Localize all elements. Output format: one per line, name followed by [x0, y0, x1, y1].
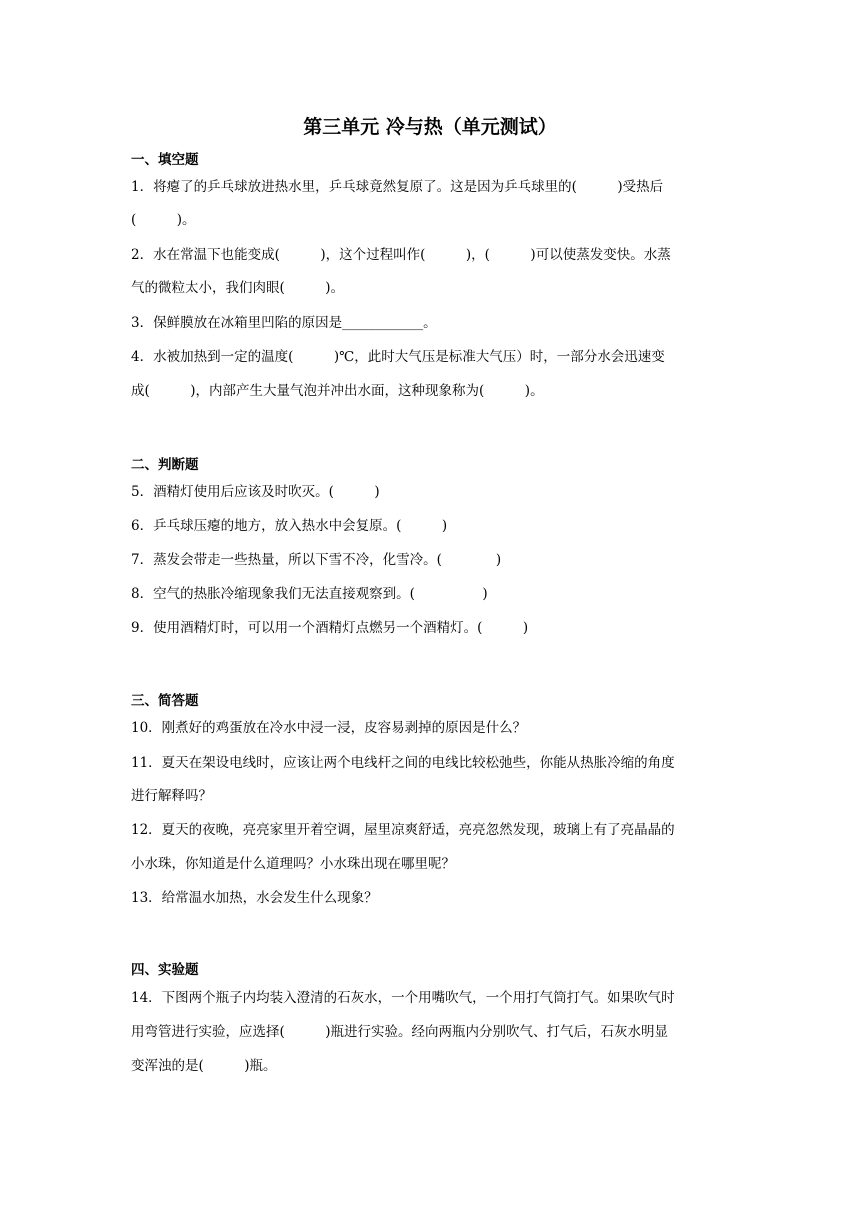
question-4-line-1: 4．水被加热到一定的温度( )℃，此时大气压是标准大气压）时，一部分水会迅速变 [131, 349, 665, 365]
question-14-line-1: 14．下图两个瓶子内均装入澄清的石灰水，一个用嘴吹气，一个用打气筒打气。如果吹气时 [131, 990, 675, 1006]
question-2-line-1: 2．水在常温下也能变成( )，这个过程叫作( )，( )可以使蒸发变快。水蒸 [131, 247, 671, 263]
question-12-line-2: 小水珠，你知道是什么道理吗？小水珠出现在哪里呢？ [131, 856, 455, 872]
question-6: 6．乒乓球压瘪的地方，放入热水中会复原。( ) [131, 518, 448, 534]
section-heading-true-false: 二、判断题 [131, 457, 199, 473]
section-heading-fill-blank: 一、填空题 [131, 152, 199, 168]
question-8: 8．空气的热胀冷缩现象我们无法直接观察到。( ) [131, 586, 488, 602]
question-10: 10．刚煮好的鸡蛋放在冷水中浸一浸，皮容易剥掉的原因是什么？ [131, 720, 527, 736]
question-1-line-2: ( )。 [131, 212, 196, 228]
section-heading-experiment: 四、实验题 [131, 962, 199, 978]
question-12-line-1: 12．夏天的夜晚，亮亮家里开着空调，屋里凉爽舒适，亮亮忽然发现，玻璃上有了亮晶晶的 [131, 822, 675, 838]
question-11-line-1: 11．夏天在架设电线时，应该让两个电线杆之间的电线比较松弛些，你能从热胀冷缩的角度 [131, 755, 675, 771]
question-2-line-2: 气的微粒太小，我们肉眼( )。 [131, 280, 345, 296]
question-7: 7．蒸发会带走一些热量，所以下雪不冷，化雪冷。( ) [131, 552, 502, 568]
question-14-line-2: 用弯管进行实验，应选择( )瓶进行实验。经向两瓶内分别吹气、打气后，石灰水明显 [131, 1024, 669, 1040]
question-11-line-2: 进行解释吗？ [131, 788, 212, 804]
question-9: 9．使用酒精灯时，可以用一个酒精灯点燃另一个酒精灯。( ) [131, 620, 529, 636]
section-heading-short-answer: 三、简答题 [131, 693, 199, 709]
question-4-line-2: 成( )，内部产生大量气泡并冲出水面，这种现象称为( )。 [131, 383, 544, 399]
page-title: 第三单元 冷与热（单元测试） [303, 116, 557, 138]
question-5: 5．酒精灯使用后应该及时吹灭。( ) [131, 484, 380, 500]
question-3-line-1: 3．保鲜膜放在冰箱里凹陷的原因是____________。 [131, 315, 437, 331]
question-14-line-3: 变浑浊的是( )瓶。 [131, 1058, 277, 1074]
question-1-line-1: 1．将瘪了的乒乓球放进热水里，乒乓球竟然复原了。这是因为乒乓球里的( )受热后 [131, 179, 664, 195]
question-13: 13．给常温水加热，水会发生什么现象？ [131, 890, 378, 906]
